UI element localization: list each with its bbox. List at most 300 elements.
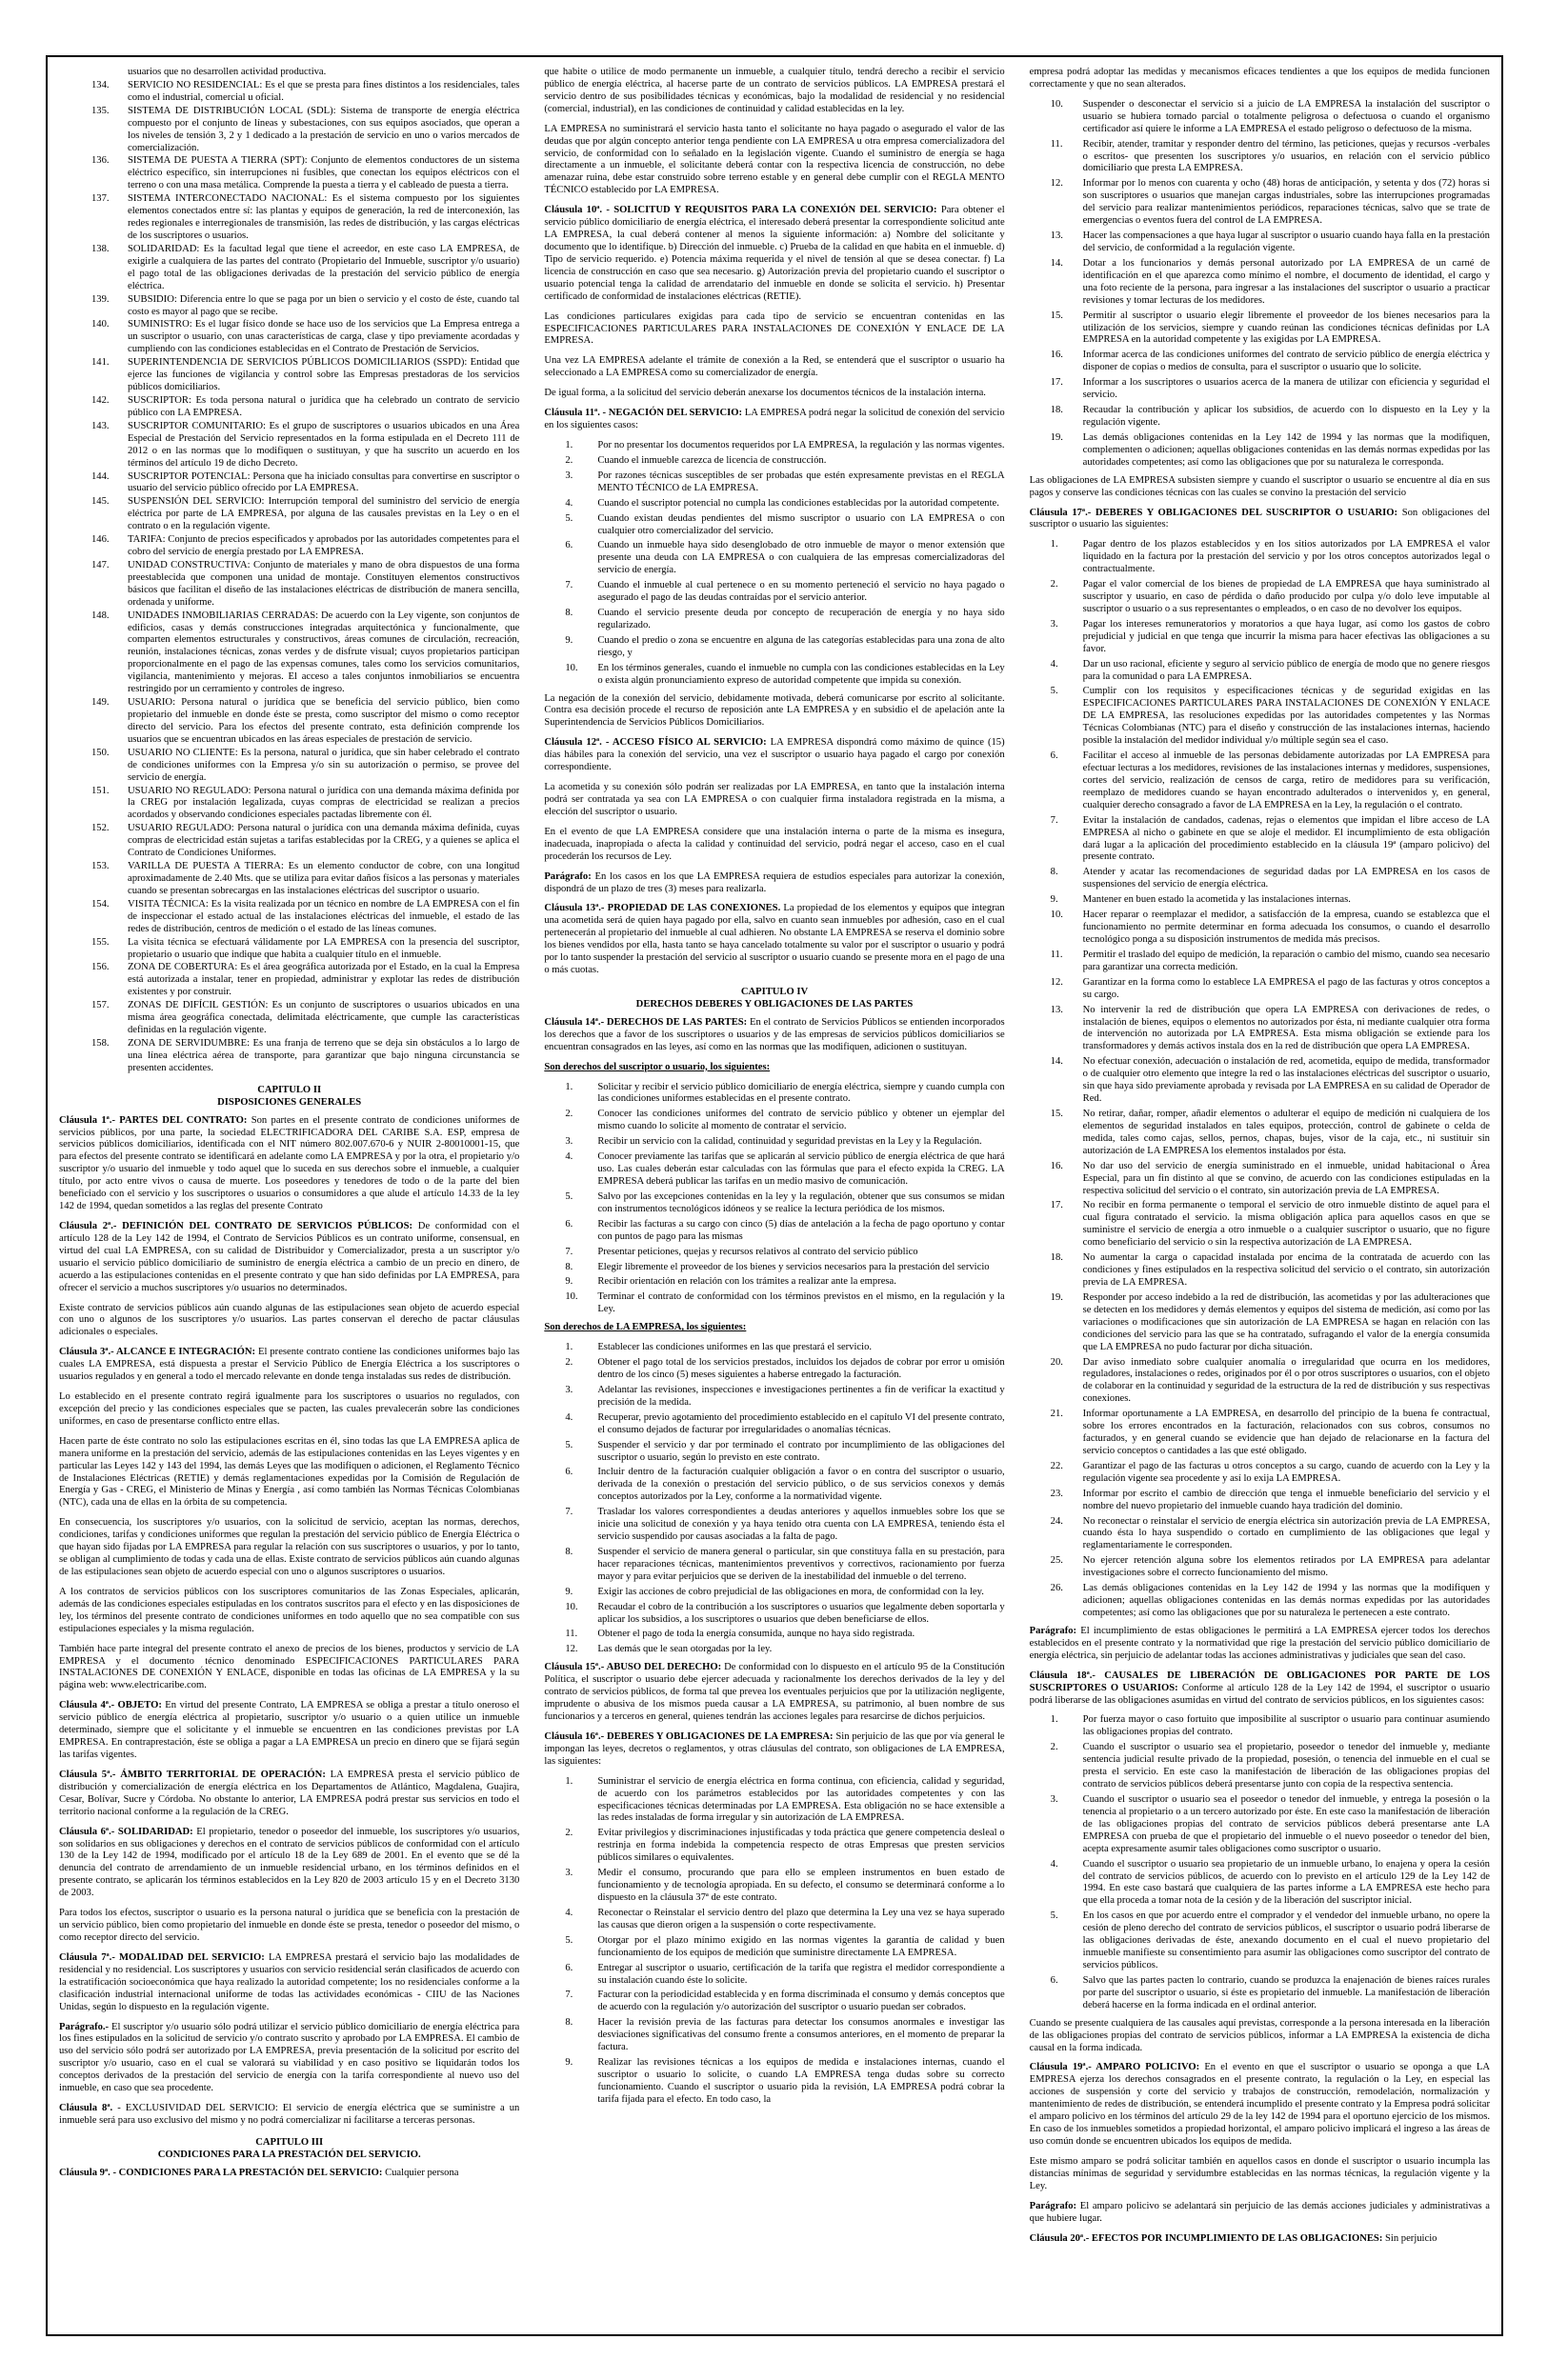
clause-20: Cláusula 20ª.- EFECTOS POR INCUMPLIMIENTO DE LAS OBLIGACIONES: Sin perjuicio bbox=[1029, 2232, 1437, 2244]
item-text: Entregar al suscriptor o usuario, certificación de la tarifa que registra el medidor correspondiente a su instalación cuando éste lo solicite. bbox=[597, 1962, 1005, 1986]
item-text: Suspender el servicio de manera general o particular, sin que constituya falla en su prestación, para hacer reparaciones técnicas, mantenimientos preventivos y correctivos, racionamiento por fuerza mayor y para evitar perjuicios que se deriven de la inestabilidad del inmueble o del terreno. bbox=[597, 1546, 1005, 1582]
item-text: Recibir las facturas a su cargo con cinco (5) días de antelación a la fecha de pago oportuno y contar con puntos de pago para las mismas bbox=[597, 1218, 1005, 1242]
clause-15: Cláusula 15ª.- ABUSO DEL DERECHO: De conformidad con lo dispuesto en el artículo 95 de la Constitución Política, el suscriptor o usuario debe ejercer adecuada y racionalmente los derechos derivados de la ley y del contrato de servicios públicos, de forma tal que prevea los eventuales perjuicios que por la utilización negligente, imprudente o abusiva de los mismos pueda causar a LA EMPRESA, su patrimonio, al buen nombre de sus funcionarios y a terceros en general, quienes tendrán las acciones legales para resarcirse de dichos perjuicios. bbox=[544, 1662, 1005, 1723]
item-number: 146. bbox=[91, 534, 110, 546]
paragraph: La acometida y su conexión sólo podrán ser realizadas por LA EMPRESA, en tanto que la instalación interna podrá ser contratada ya sea con LA EMPRESA o con cualquier firma instaladora registrada en la misma, a elección del suscriptor o usuario. bbox=[544, 782, 1005, 817]
item-text: No aumentar la carga o capacidad instalada por encima de la contratada de acuerdo con las condiciones y fines estipulados en la respectiva solicitud del servicio o el contrato, sin autorización previa de LA EMPRESA. bbox=[1082, 1252, 1490, 1288]
item-number: 7. bbox=[565, 1507, 573, 1518]
definition-item bbox=[59, 294, 519, 319]
list-item bbox=[544, 513, 1004, 538]
item-number: 5. bbox=[565, 1439, 573, 1450]
item-number: 6. bbox=[565, 1218, 573, 1230]
item-number: 13. bbox=[1050, 230, 1063, 242]
list-item bbox=[1030, 977, 1490, 1002]
list-item bbox=[544, 1868, 1004, 1905]
definition-item bbox=[59, 80, 519, 105]
item-number: 7. bbox=[565, 1990, 573, 2001]
item-text: Recuperar, previo agotamiento del procedimiento establecido en el capítulo VI del presente contrato, el consumo dejados de facturar por irregularidades o anomalías técnicas. bbox=[597, 1411, 1005, 1435]
list-item bbox=[544, 1547, 1004, 1584]
item-number: 8. bbox=[565, 608, 573, 619]
item-text: Las demás obligaciones contenidas en la Ley 142 de 1994 y las normas que la modifiquen, complementen o adicionen; aquellas obligaciones contenidas en las demás normas expedidas por las autoridades competentes; así como las obligaciones que por su naturaleza le corresponda. bbox=[1082, 431, 1490, 468]
clause-paragraph bbox=[59, 1644, 519, 1693]
item-text: Atender y acatar las recomendaciones de seguridad dadas por LA EMPRESA en los casos de suspensiones del servicio de energía eléctrica. bbox=[1082, 867, 1490, 890]
paragraph: que habite o utilice de modo permanente un inmueble, a cualquier título, tendrá derecho a recibir el servicio público de energía eléctrica, al hacerse parte de un contrato de servicios públicos. LA EMPRESA prestará el servicio dentro de sus posibilidades técnicas y económicas, bajo la modalidad de residencial y no residencial (comercial, industrial), en las condiciones de continuidad y calidad establecidas en la ley. bbox=[544, 67, 1005, 114]
item-number: 137. bbox=[91, 193, 110, 205]
clause-text: Hacen parte de éste contrato no solo las estipulaciones escritas en él, sino todas las que LA EMPRESA aplica de manera uniforme en la prestación del servicio, además de las estipulaciones contenidas en las Leyes vigentes y en particular las Leyes 142 y 143 del 1994, las demás Leyes que las modifiquen o adicionen, el Reglamento Técnico de Instalaciones Eléctricas (RETIE) y demás reglamentaciones expedidas por la Comisión de Regulación de Energía y Gas - CREG, el Ministerio de Minas y Energía , así como también las Normas Técnicas Colombianas (NTC), cada una de ellas en la órbita de su competencia. bbox=[59, 1435, 520, 1509]
item-number: 6. bbox=[565, 540, 573, 551]
item-number: 138. bbox=[91, 243, 110, 254]
definition-item bbox=[59, 1038, 519, 1075]
clause-11: Cláusula 11ª. - NEGACIÓN DEL SERVICIO: LA EMPRESA podrá negar la solicitud de conexión del servicio en los siguientes casos: bbox=[544, 408, 1005, 431]
definition-item bbox=[59, 899, 519, 936]
item-text: SOLIDARIDAD: Es la facultad legal que tiene el acreedor, en este caso LA EMPRESA, de exigirle a cualquiera de las partes del contrato (Propietario del Inmueble, suscriptor y/o usuario) el pago total de las obligaciones derivadas de la prestación del servicio público de energía eléctrica. bbox=[128, 243, 520, 291]
item-number: 9. bbox=[565, 634, 573, 646]
definition-item bbox=[59, 496, 519, 533]
item-number: 11. bbox=[565, 1629, 578, 1640]
item-number: 148. bbox=[91, 610, 110, 621]
item-number: 3. bbox=[565, 470, 573, 481]
company-obligations-continued bbox=[1030, 99, 1490, 470]
list-item bbox=[1030, 1714, 1490, 1739]
clause-text: LA EMPRESA presta el servicio público de distribución y comercialización de energía eléctrica en los Departamentos de Atlántico, Magdalena, Guajira, Cesar, Bolívar, Sucre y Córdoba. No obstante lo anterior, LA EMPRESA podrá prestar sus servicios en todo el territorio nacional conforme a la regulación de la CREG. bbox=[59, 1769, 520, 1817]
item-number: 3. bbox=[1050, 618, 1058, 630]
item-text: TARIFA: Conjunto de precios especificados y aprobados por las autoridades competentes para el cobro del servicio de energía prestado por LA EMPRESA. bbox=[128, 534, 520, 558]
definition-item bbox=[59, 610, 519, 696]
list-item bbox=[544, 1276, 1004, 1289]
item-number: 11. bbox=[1050, 138, 1063, 150]
item-text: SUMINISTRO: Es el lugar físico donde se hace uso de los servicios que La Empresa entrega a un suscriptor o usuario, con unas características de carga, clase y tipo previamente acordadas y cumpliendo con las condiciones establecidas en el Contrato de Prestación de Servicios. bbox=[128, 319, 520, 355]
paragraph: Las obligaciones de LA EMPRESA subsisten siempre y cuando el suscriptor o usuario se encuentre al día en sus pagos y conserve las condiciones técnicas con las cuales se convino la prestación del servicio bbox=[1029, 474, 1490, 498]
clause-heading: Cláusula 8ª. bbox=[59, 2103, 113, 2114]
item-number: 1. bbox=[1050, 1714, 1058, 1726]
list-item bbox=[1030, 750, 1490, 812]
item-text: En los términos generales, cuando el inmueble no cumpla con las condiciones establecidas en la Ley o exista algún pronunciamiento expreso de autoridad competente que impida su conexión. bbox=[597, 662, 1005, 686]
definition-item bbox=[59, 193, 519, 243]
item-text: Recibir, atender, tramitar y responder dentro del término, las peticiones, quejas y recursos -verbales o escritos- que presenten los suscriptores y/o usuarios, en relación con el servicio público domiciliario que presta LA EMPRESA. bbox=[1082, 138, 1490, 174]
item-number: 141. bbox=[91, 357, 110, 369]
item-text: SUBSIDIO: Diferencia entre lo que se paga por un bien o servicio y el costo de éste, cuando tal costo es mayor al pago que se recibe. bbox=[128, 293, 520, 317]
item-number: 10. bbox=[1050, 98, 1063, 110]
clause-12: Cláusula 12ª. - ACCESO FÍSICO AL SERVICIO: LA EMPRESA dispondrá como máximo de quince (15) días hábiles para la conexión del servicio, una vez el suscriptor o usuario haya pagado el cargo por conexión correspondiente. bbox=[544, 737, 1005, 773]
definition-item bbox=[59, 560, 519, 610]
definition-item bbox=[59, 357, 519, 394]
list-item bbox=[1030, 99, 1490, 136]
item-text: SISTEMA DE PUESTA A TIERRA (SPT): Conjunto de elementos conductores de un sistema eléctrico específico, sin interrupciones ni fusibles, que conectan los equipos eléctricos con el terreno o con una masa metálica. Comprende la puesta a tierra y el cableado de puesta a tierra. bbox=[128, 155, 520, 191]
columns bbox=[59, 67, 1490, 2325]
clause-16: Cláusula 16ª.- DEBERES Y OBLIGACIONES DE LA EMPRESA: Sin perjuicio de las que por vía general le impongan las leyes, decretos o reglamentos, y otras cláusulas del contrato, son obligaciones de LA EMPRESA, las siguientes: bbox=[544, 1730, 1005, 1767]
list-item bbox=[544, 608, 1004, 632]
clause-text: Son partes en el presente contrato de condiciones uniformes de servicios públicos, por una parte, la sociedad ELECTRIFICADORA DEL CARIBE S.A. ESP, empresa de servicios públicos domiciliarios, identificada con el NIT número 802.007.670-6 y NUIR 2-80010001-15, que para efectos del presente contrato se identificará en adelante como LA EMPRESA y por la otra, el propietario y/o suscriptor y/o usuario del inmueble y todo aquel que lo suceda en sus derechos sobre el inmueble, a cualquier título, por acto entre vivos o causa de muerte. Los poseedores y tenedores de todo o de la parte del bien beneficiado con el servicio y los suscriptores o usuarios o consumidores a que alude el artículo 14.33 de la ley 142 de 1994, quedan sometidos a las reglas del presente Contrato bbox=[59, 1114, 520, 1212]
item-number: 14. bbox=[1050, 257, 1063, 269]
list-item bbox=[1030, 1742, 1490, 1791]
item-number: 157. bbox=[91, 1000, 110, 1011]
item-text: SUPERINTENDENCIA DE SERVICIOS PÚBLICOS DOMICILIARIOS (SSPD): Entidad que ejerce las funciones de vigilancia y control sobre las Empresas prestadoras de los servicios públicos domiciliarios. bbox=[128, 357, 520, 393]
clause-paragraph bbox=[59, 1908, 519, 1945]
item-number: 4. bbox=[565, 1411, 573, 1423]
item-text: No dar uso del servicio de energía suministrado en el inmueble, unidad habitacional o Área Especial, para un fin distinto al que se convino, de acuerdo con las condiciones estipuladas en la respectiva solicitud del servicio o el contrato, sin autorización previa de LA EMPRESA. bbox=[1082, 1160, 1490, 1196]
list-item bbox=[544, 440, 1004, 452]
item-text: Obtener el pago total de los servicios prestados, incluidos los dejados de cobrar por error u omisión dentro de los cinco (5) meses siguientes a haberse entregado la facturación. bbox=[597, 1357, 1005, 1380]
list-item bbox=[544, 1412, 1004, 1437]
item-number: 135. bbox=[91, 105, 110, 116]
item-number: 152. bbox=[91, 823, 110, 834]
paragraph: LA EMPRESA no suministrará el servicio hasta tanto el solicitante no haya pagado o asegurado el valor de las deudas que por algún concepto anterior tenga pendiente con LA EMPRESA u otra empresa comercializadora del servicio, de conformidad con lo señalado en la legislación vigente. Cuando el suministro de energía se haga directamente a un inmueble, el solicitante deberá contar con la respectiva licencia de construcción, no debe amenazar ruina, debe estar construido sobre terreno estable y en general debe cumplir con el REGLA MENTO TÉCNICO establecido por LA EMPRESA. bbox=[544, 123, 1005, 196]
list-item bbox=[544, 1587, 1004, 1599]
item-text: Suspender el servicio y dar por terminado el contrato por incumplimiento de las obligaciones del suscriptor o usuario, según lo previsto en este contrato. bbox=[597, 1439, 1005, 1463]
clause-paragraph bbox=[59, 2022, 519, 2096]
list-item bbox=[544, 540, 1004, 577]
item-number: 147. bbox=[91, 559, 110, 570]
list-item bbox=[1030, 815, 1490, 865]
item-number: 156. bbox=[91, 962, 110, 973]
clause-paragraph bbox=[59, 1303, 519, 1340]
definition-item bbox=[59, 786, 519, 823]
list-item bbox=[1030, 579, 1490, 616]
item-text: Permitir al suscriptor o usuario elegir libremente el proveedor de los bienes necesarios para la utilización de los servicios, siempre y cuando reúnan las condiciones técnicas definidas por LA EMPRESA en la autoridad competente y las exigidas por LA EMPRESA. bbox=[1082, 310, 1490, 346]
list-item bbox=[1030, 230, 1490, 255]
clause-18: Cláusula 18ª.- CAUSALES DE LIBERACIÓN DE OBLIGACIONES POR PARTE DE LOS SUSCRIPTORES O USUARIOS: Conforme al artículo 128 de la Ley 142 de 1994, el suscriptor o usuario podrá liberarse de las obligaciones asumidas en virtud del contrato de servicios públicos, en los siguientes casos: bbox=[1029, 1670, 1490, 1706]
item-text: Informar oportunamente a LA EMPRESA, en desarrollo del principio de la buena fe contractual, sobre los errores encontrados en la facturación, relacionados con sus cobros, consumos no facturados, y en general cuando se evidencie que han dejado de relacionarse en la factura del servicio conceptos o cantidades a las que esté obligado. bbox=[1082, 1409, 1490, 1456]
list-item bbox=[1030, 1516, 1490, 1553]
item-text: Cuando el suscriptor o usuario sea propietario de un inmueble urbano, lo enajena y opera la cesión del contrato de servicios públicos, de acuerdo con lo previsto en el artículo 129 de la Ley 142 de 1994. En este caso bastará que cualquiera de las partes informe a LA EMPRESA este hecho para que ella proceda a tomar nota de la cesión y de la liberación del suscriptor inicial. bbox=[1082, 1858, 1490, 1907]
item-number: 3. bbox=[565, 1384, 573, 1395]
item-number: 4. bbox=[565, 1907, 573, 1918]
document-page bbox=[46, 55, 1503, 2336]
item-number: 1. bbox=[565, 1775, 573, 1787]
clause-9: Cláusula 9ª. - CONDICIONES PARA LA PRESTACIÓN DEL SERVICIO: Cualquier persona bbox=[59, 2167, 459, 2178]
item-number: 5. bbox=[565, 1190, 573, 1202]
list-item bbox=[544, 1357, 1004, 1382]
item-text: Garantizar en la forma como lo establece LA EMPRESA el pago de las facturas y otros conceptos a su cargo. bbox=[1082, 976, 1490, 1000]
item-text: SUSCRIPTOR: Es toda persona natural o jurídica que ha celebrado un contrato de servicio público con LA EMPRESA. bbox=[128, 394, 520, 418]
item-number: 4. bbox=[565, 1151, 573, 1163]
user-rights-list bbox=[544, 1082, 1004, 1317]
chapter-3-heading: CAPITULO III CONDICIONES PARA LA PRESTACIÓN DEL SERVICIO. bbox=[157, 2136, 421, 2160]
item-number: 2. bbox=[565, 1357, 573, 1369]
paragraph: Cuando se presente cualquiera de las causales aquí previstas, corresponde a la persona interesada en la liberación de las obligaciones propias del contrato de servicios públicos, informar a LA EMPRESA la existencia de dicha causal en la forma indicada. bbox=[1029, 2017, 1490, 2053]
item-text: ZONAS DE DIFÍCIL GESTIÓN: Es un conjunto de suscriptores o usuarios ubicados en una misma área geográfica conectada, delimitada eléctricamente, que cumple las características definidas en la regulación vigente. bbox=[128, 1000, 520, 1036]
item-number: 14. bbox=[1050, 1056, 1063, 1068]
clause-text: Para todos los efectos, suscriptor o usuario es la persona natural o jurídica que se beneficia con la prestación de un servicio público, bien como propietario del inmueble en donde éste se presta, tenedor o poseedor del mismo, o como receptor directo del servicio. bbox=[59, 1908, 520, 1943]
definition-item bbox=[59, 697, 519, 747]
item-text: Cuando el suscriptor potencial no cumpla las condiciones establecidas por la autoridad competente. bbox=[597, 497, 999, 509]
general-provisions bbox=[59, 1115, 519, 2128]
definition-item bbox=[59, 471, 519, 496]
item-text: Cuando el inmueble carezca de licencia de construcción. bbox=[597, 454, 827, 466]
clause-16-list bbox=[544, 1776, 1004, 2107]
list-item bbox=[544, 1136, 1004, 1149]
item-text: Salvo por las excepciones contenidas en la ley y la regulación, obtener que sus consumos se midan con instrumentos tecnológicos idóneos y se realice la lectura periódica de los mismos. bbox=[597, 1190, 1005, 1214]
item-number: 12. bbox=[1050, 976, 1063, 988]
paragraph: La negación de la conexión del servicio, debidamente motivada, deberá comunicarse por escrito al solicitante. Contra esa decisión procede el recurso de reposición ante LA EMPRESA y en subsidio el de apelación ante la Superintendencia de Servicios Públicos Domiciliarios. bbox=[544, 692, 1005, 729]
list-item bbox=[544, 498, 1004, 510]
paragraph: Las condiciones particulares exigidas para cada tipo de servicio se encuentran contenidas en las ESPECIFICACIONES PARTICULARES PARA INSTALACIONES DE CONEXIÓN Y ENLACE DE LA EMPRESA. bbox=[544, 310, 1005, 347]
list-item bbox=[544, 1109, 1004, 1133]
list-item bbox=[1030, 432, 1490, 470]
item-text: Salvo que las partes pacten lo contrario, cuando se produzca la enajenación de bienes raíces rurales por parte del suscriptor o usuario, si éste es propietario del inmueble. La manifestación de liberación deberá hacerse en la forma indicada en el ordinal anterior. bbox=[1082, 1974, 1490, 2010]
item-number: 9. bbox=[565, 1276, 573, 1288]
item-text: Cuando el predio o zona se encuentre en alguna de las categorías establecidas para una zona de alto riesgo, y bbox=[597, 634, 1005, 658]
list-item bbox=[544, 1247, 1004, 1259]
item-number: 13. bbox=[1050, 1004, 1063, 1015]
item-text: Pagar los intereses remuneratorios y moratorios a que haya lugar, así como los gastos de cobro prejudicial y judicial en que tenga que incurrir la misma para hacer efectivas las obligaciones a su favor. bbox=[1082, 618, 1490, 654]
list-item bbox=[544, 1219, 1004, 1244]
item-number: 7. bbox=[565, 580, 573, 591]
item-text: Recibir un servicio con la calidad, continuidad y seguridad previstas en la Ley y la Regulación. bbox=[597, 1136, 982, 1148]
item-number: 10. bbox=[565, 1601, 578, 1612]
list-item bbox=[544, 1262, 1004, 1274]
clause-heading: Cláusula 2ª.- DEFINICIÓN DEL CONTRATO DE SERVICIOS PÚBLICOS: bbox=[59, 1220, 413, 1231]
item-text: Permitir el traslado del equipo de medición, la reparación o cambio del mismo, cuando sea necesario para garantizar una correcta medición. bbox=[1082, 949, 1490, 972]
item-text: Solicitar y recibir el servicio público domiciliario de energía eléctrica, siempre y cuando cumpla con las condiciones uniformes establecidas en el presente contrato. bbox=[597, 1081, 1005, 1105]
item-number: 8. bbox=[565, 1261, 573, 1272]
item-number: 18. bbox=[1050, 1252, 1063, 1264]
definition-item bbox=[59, 67, 519, 79]
item-text: Pagar el valor comercial de los bienes de propiedad de LA EMPRESA que haya suministrado al suscriptor y usuario, en caso de pérdida o daño producido por culpa y/o dolo leve imputable al suscriptor o usuario o a sus representantes o empleados, o en caso de no devolver los equipos. bbox=[1082, 579, 1490, 614]
item-text: Suministrar el servicio de energía eléctrica en forma continua, con eficiencia, calidad y seguridad, de acuerdo con los parámetros establecidos por las autoridades competentes y con las especificaciones técnicas determinadas por LA EMPRESA. Esta obligación no se hace extensible a las redes instaladas de forma irregular y sin autorización de LA EMPRESA. bbox=[597, 1775, 1005, 1824]
clause-paragraph bbox=[59, 1700, 519, 1762]
item-number: 20. bbox=[1050, 1356, 1063, 1368]
item-number: 2. bbox=[565, 454, 573, 466]
subheading-user-rights: Son derechos del suscriptor o usuario, los siguientes: bbox=[544, 1061, 771, 1072]
item-number: 1. bbox=[1050, 539, 1058, 550]
clause-13: Cláusula 13ª.- PROPIEDAD DE LAS CONEXIONES. La propiedad de los elementos y equipos que integran una acometida será de quien haya pagado por ella, salvo en cuanto sean inmuebles por adhesión, caso en el cual pertenecerán al propietario del inmueble al cual adhieren. No obstante LA EMPRESA se reserva el dominio sobre los bienes vendidos por ella, hasta tanto se haya cancelado totalmente su valor por el suscriptor o usuario y podrá por lo tanto suspender la prestación del servicio al suscriptor o usuario cuando se presente mora en el pago de una o más cuotas. bbox=[544, 903, 1005, 976]
item-number: 10. bbox=[565, 662, 578, 673]
item-text: SERVICIO NO RESIDENCIAL: Es el que se presta para fines distintos a los residenciales, tales como el industrial, comercial u oficial. bbox=[128, 79, 520, 103]
item-number: 8. bbox=[565, 1546, 573, 1557]
item-number: 140. bbox=[91, 319, 110, 330]
item-text: Hacer la revisión previa de las facturas para detectar los consumos anormales e investigar las desviaciones significativas del consumo frente a consumos anteriores, en el momento de preparar la factura. bbox=[597, 2017, 1005, 2053]
column-1 bbox=[59, 67, 519, 2325]
list-item bbox=[1030, 1975, 1490, 2012]
item-text: Reconectar o Reinstalar el servicio dentro del plazo que determina la Ley una vez se haya superado las causas que dieron origen a la suspensión o corte respectivamente. bbox=[597, 1907, 1005, 1930]
item-number: 23. bbox=[1050, 1488, 1063, 1499]
clause-text: El suscriptor y/o usuario sólo podrá utilizar el servicio público domiciliario de energía eléctrica para los fines estipulados en la solicitud de servicio y/o contrato suscrito y aprobado por LA EMPRESA. El cambio de uso del servicio sólo podrá ser autorizado por LA EMPRESA, previa presentación de la solicitud por escrito del suscriptor y/o usuario, caso en el cual se valorará su viabilidad y en caso positivo se liquidarán todos los conceptos derivados de la prestación del servicio de energía con la tarifa correspondiente al nuevo uso del inmueble, en caso que sea procedente. bbox=[59, 2021, 520, 2094]
item-number: 6. bbox=[565, 1467, 573, 1478]
clause-10: Cláusula 10ª. - SOLICITUD Y REQUISITOS PARA LA CONEXIÓN DEL SERVICIO: Para obtener el servicio público domiciliario de energía eléctrica, el interesado deberá presentar la correspondiente solicitud ante LA EMPRESA, la cual deberá contener al menos la siguiente información: a) Nombre del solicitante y documento que lo identifique. b) Dirección del inmueble. c) Prueba de la calidad en que habita en el inmueble. d) Tipo de servicio requerido. e) Potencia máxima requerida y el nivel de tensión al que se desea conectar. f) La licencia de construcción en caso que sea necesario. g) Autorización previa del propietario cuando el suscriptor o usuario potencial tenga la calidad de arrendatario del inmueble en donde se solicita el servicio. h) Presentar certificado de conformidad de instalaciones eléctricas (RETIE). bbox=[544, 205, 1005, 302]
item-number: 158. bbox=[91, 1037, 110, 1049]
item-text: Terminar el contrato de conformidad con los términos previstos en el mismo, en la regulación y la Ley. bbox=[597, 1291, 1005, 1315]
item-text: Trasladar los valores correspondientes a deudas anteriores y aquellos inmuebles sobre los que se inicie una solicitud de conexión y ya haya tenido otra cuenta con LA EMPRESA, teniendo ésta el servicio suspendido por causas asociadas a la falta de pago. bbox=[597, 1507, 1005, 1543]
paragraph-note: Parágrafo: En los casos en los que LA EMPRESA requiera de estudios especiales para autorizar la conexión, dispondrá de un plazo de tres (3) meses para realizarla. bbox=[544, 870, 1005, 894]
list-item bbox=[1030, 686, 1490, 748]
item-text: Informar a los suscriptores o usuarios acerca de la manera de utilizar con eficiencia y seguridad el servicio. bbox=[1082, 377, 1490, 401]
list-item bbox=[1030, 619, 1490, 656]
item-number: 8. bbox=[1050, 867, 1058, 878]
item-number: 10. bbox=[1050, 910, 1063, 921]
item-number: 19. bbox=[1050, 1291, 1063, 1303]
item-text: Por no presentar los documentos requeridos por LA EMPRESA, la regulación y las normas vigentes. bbox=[597, 439, 1005, 450]
clause-11-list bbox=[544, 440, 1004, 688]
item-number: 134. bbox=[91, 79, 110, 90]
definition-item bbox=[59, 421, 519, 470]
item-number: 8. bbox=[565, 2017, 573, 2029]
item-text: Cuando el suscriptor o usuario sea el propietario, poseedor o tenedor del inmueble y, mediante sentencia judicial resulte privado de la propiedad, posesión, o tenencia del inmueble en el cual se presta el servicio. En este caso la manifestación de liberación de las obligaciones propias del contrato de servicios públicos deberá presentarse junto con copia de la respectiva sentencia. bbox=[1082, 1742, 1490, 1790]
item-number: 15. bbox=[1050, 1108, 1063, 1119]
item-text: ZONA DE COBERTURA: Es el área geográfica autorizada por el Estado, en la cual la Empresa está autorizada a instalar, tener en propiedad, administrar y explotar las redes de distribución existentes y por construir. bbox=[128, 962, 520, 998]
clause-text: El presente contrato contiene las condiciones uniformes bajo las cuales LA EMPRESA, está dispuesta a prestar el Servicio Público de Energía Eléctrica a los suscriptores o usuarios regulados y en general a todo el mercado relevante en donde tenga instaladas sus redes de distribución. bbox=[59, 1347, 520, 1383]
item-text: Suspender o desconectar el servicio si a juicio de LA EMPRESA la instalación del suscriptor o usuario se hubiera tornado parcial o totalmente peligrosa o defectuosa o cuando el organismo certificador así quiere le informe a LA EMPRESA el estado peligroso o defectuoso de la misma. bbox=[1082, 98, 1490, 134]
item-text: Las demás que le sean otorgadas por la ley. bbox=[597, 1644, 773, 1655]
clause-heading: Parágrafo.- bbox=[59, 2021, 110, 2032]
subheading-company-rights: Son derechos de LA EMPRESA, los siguientes: bbox=[544, 1322, 747, 1333]
item-number: 4. bbox=[1050, 1858, 1058, 1870]
list-item bbox=[1030, 1583, 1490, 1620]
list-item bbox=[1030, 1200, 1490, 1250]
list-item bbox=[1030, 950, 1490, 974]
item-text: Informar acerca de las condiciones uniformes del contrato de servicio público de energía eléctrica y disponer de copias o medios de consulta, para el suscriptor o usuario que lo solicite. bbox=[1082, 350, 1490, 373]
list-item bbox=[544, 1644, 1004, 1656]
list-item bbox=[544, 1828, 1004, 1865]
item-text: No recibir en forma permanente o temporal el servicio de otro inmueble distinto de aquel para el cual figura contratado el servicio. la misma obligación aplica para aquellos casos en que se suministre el servicio de energía a otro inmueble o a cualquier suscriptor o usuario, que no figure como beneficiario del servicio o sin la respectiva autorización de LA EMPRESA. bbox=[1082, 1200, 1490, 1249]
paragraph: En el evento de que LA EMPRESA considere que una instalación interna o parte de la misma es insegura, inadecuada, inapropiada o afecta la calidad y continuidad del servicio, podrá negar el acceso, caso en el cual procederán los recursos de Ley. bbox=[544, 826, 1005, 862]
item-number: 151. bbox=[91, 785, 110, 796]
clause-heading: Cláusula 5ª.- ÁMBITO TERRITORIAL DE OPERACIÓN: bbox=[59, 1769, 326, 1780]
item-text: USUARIO NO CLIENTE: Es la persona, natural o jurídica, que sin haber celebrado el contrato de condiciones uniformes con la Empresa y/o sin su autorización o permiso, se provee del servicio de energía. bbox=[128, 747, 520, 783]
paragraph-note: Parágrafo: El amparo policivo se adelantará sin perjuicio de las demás acciones judiciales y administrativas a que hubiere lugar. bbox=[1029, 2200, 1490, 2224]
item-number: 9. bbox=[565, 2057, 573, 2069]
item-number: 3. bbox=[565, 1868, 573, 1879]
list-item bbox=[544, 1776, 1004, 1826]
item-number: 149. bbox=[91, 697, 110, 709]
list-item bbox=[1030, 377, 1490, 402]
item-text: Cuando el suscriptor o usuario sea el poseedor o tenedor del inmueble, y entrega la posesión o la tenencia al propietario o a un tercero autorizado por éste. En este caso la manifestación de liberación de las obligaciones propias del contrato de servicios públicos deberá presentarse ante LA EMPRESA con prueba de que el propietario del inmueble o el nuevo poseedor o tenedor del bien, acepta expresamente asumir tales obligaciones como suscriptor o usuario. bbox=[1082, 1794, 1490, 1854]
item-number: 7. bbox=[565, 1246, 573, 1257]
item-text: Obtener el pago de toda la energía consumida, aunque no haya sido registrada. bbox=[597, 1629, 915, 1640]
list-item bbox=[1030, 1056, 1490, 1106]
definition-item bbox=[59, 937, 519, 962]
list-item bbox=[544, 1602, 1004, 1627]
item-text: Cumplir con los requisitos y especificaciones técnicas y de seguridad exigidas en las ESPECIFICACIONES PARTICULARES PARA INSTALACIONES DE CONEXIÓN Y ENLACE DE LA EMPRESA, las resoluciones expedidas por las autoridades competentes y las Normas Técnicas Colombianas (NTC) para el diseño y construcción de las instalaciones internas, haciendo posible la instalación del medidor individual y/o múltiple según sea el caso. bbox=[1082, 686, 1490, 747]
clause-heading: Cláusula 1ª.- PARTES DEL CONTRATO: bbox=[59, 1114, 248, 1126]
list-item bbox=[544, 1191, 1004, 1216]
item-number: 9. bbox=[565, 1586, 573, 1597]
list-item bbox=[544, 1291, 1004, 1316]
clause-heading: Cláusula 6ª.- SOLIDARIDAD: bbox=[59, 1826, 193, 1837]
list-item bbox=[1030, 867, 1490, 891]
definition-item bbox=[59, 962, 519, 999]
item-text: Dotar a los funcionarios y demás personal autorizado por LA EMPRESA de un carné de identificación en el que aparezca como mínimo el nombre, el documento de identidad, el cargo y una foto reciente de la persona, para ingresar a las instalaciones del suscriptor o usuario a practicar revisiones y tomar lecturas de los medidores. bbox=[1082, 257, 1490, 306]
definition-item bbox=[59, 748, 519, 785]
definitions-list bbox=[59, 67, 519, 1075]
item-text: Garantizar el pago de las facturas u otros conceptos a su cargo, cuando de acuerdo con la Ley y la regulación vigente sea procedente y así lo exija LA EMPRESA. bbox=[1082, 1460, 1490, 1484]
item-number: 6. bbox=[1050, 1974, 1058, 1986]
item-number: 6. bbox=[565, 1962, 573, 1973]
list-item bbox=[1030, 310, 1490, 348]
item-text: USUARIO: Persona natural o jurídica que se beneficia del servicio público, bien como propietario del inmueble en donde éste se presta, como suscriptor del mismo o como receptor directo del servicio. Para los efectos del presente contrato, esta definición comprende los usuarios que se encuentran ubicados en las áreas especiales de prestación de servicio. bbox=[128, 697, 520, 745]
item-number: 21. bbox=[1050, 1409, 1063, 1420]
clause-paragraph bbox=[59, 1517, 519, 1579]
item-text: Facturar con la periodicidad establecida y en forma discriminada el consumo y demás conceptos que de acuerdo con la regulación y/o autorización del suscriptor o usuario puedan ser cobrados. bbox=[597, 1990, 1005, 2013]
item-text: Cuando un inmueble haya sido desenglobado de otro inmueble de mayor o menor extensión que presente una deuda con LA EMPRESA o con cualquiera de las empresas comercializadoras del servicio de energía. bbox=[597, 540, 1005, 576]
list-item bbox=[544, 1151, 1004, 1189]
list-item bbox=[1030, 1555, 1490, 1580]
list-item bbox=[544, 1342, 1004, 1354]
list-item bbox=[1030, 1292, 1490, 1354]
clause-19: Cláusula 19ª.- AMPARO POLICIVO: En el evento en que el suscriptor o usuario se oponga a que LA EMPRESA ejerza los derechos consagrados en el presente contrato, la regulación o la Ley, en especial las acciones de suspensión y corte del servicio y trabajos de construcción, remodelación, normalización y mantenimiento de redes de distribución, se entenderá incumplido el presente contrato y la Empresa podrá solicitar el amparo policivo en los términos del artículo 29 de la ley 142 de 1994 para el oportuno ejercicio de los mismos. En caso de los inmuebles sometidos a propiedad horizontal, el amparo policivo implicará el ingreso a las áreas de uso común donde se encuentren ubicados los equipos de medida. bbox=[1029, 2062, 1490, 2147]
item-text: Informar por lo menos con cuarenta y ocho (48) horas de anticipación, y setenta y dos (72) horas si son suscriptores o usuarios que manejan cargas industriales, sobre las interrupciones programadas del servicio para realizar mantenimientos periódicos, reparaciones técnicas, salvo que se trate de emergencias o eventos fuera del control de LA EMPRESA. bbox=[1082, 178, 1490, 227]
list-item bbox=[544, 635, 1004, 660]
chapter-4-heading: CAPITULO IV DERECHOS DEBERES Y OBLIGACIONES DE LAS PARTES bbox=[635, 987, 914, 1010]
clause-paragraph bbox=[59, 1952, 519, 2014]
definition-item bbox=[59, 823, 519, 860]
item-number: 3. bbox=[565, 1136, 573, 1148]
list-item bbox=[544, 1507, 1004, 1544]
list-item bbox=[1030, 139, 1490, 176]
list-item bbox=[1030, 659, 1490, 684]
list-item bbox=[544, 455, 1004, 468]
clause-text: En consecuencia, los suscriptores y/o usuarios, con la solicitud de servicio, aceptan las normas, derechos, condiciones, tarifas y condiciones uniformes que regulan la prestación del servicio público de Energía Eléctrica o que hayan sido fijadas por LA EMPRESA para regular la relación con sus suscriptores o usuarios, y por lo tanto, se obligan al cumplimiento de todas y cada una de ellas. Existe contrato de servicios públicos aún cuando algunas de las estipulaciones sean objeto de acuerdo especial con uno o algunos suscriptores o usuarios. bbox=[59, 1517, 520, 1578]
item-text: Otorgar por el plazo mínimo exigido en las normas vigentes la garantía de calidad y buen funcionamiento de los equipos de medición que suministre directamente LA EMPRESA. bbox=[597, 1934, 1005, 1958]
item-text: Por fuerza mayor o caso fortuito que imposibilite al suscriptor o usuario para continuar asumiendo las obligaciones propias del contrato. bbox=[1082, 1714, 1490, 1738]
item-number: 22. bbox=[1050, 1460, 1063, 1471]
item-text: Pagar dentro de los plazos establecidos y en los sitios autorizados por LA EMPRESA el valor liquidado en la factura por la prestación del servicio y por los otros conceptos autorizados legal o contractualmente. bbox=[1082, 539, 1490, 575]
item-number: 25. bbox=[1050, 1555, 1063, 1567]
list-item bbox=[544, 663, 1004, 688]
list-item bbox=[1030, 1005, 1490, 1054]
item-text: No ejercer retención alguna sobre los elementos retirados por LA EMPRESA para adelantar investigaciones sobre el correcto funcionamiento del mismo. bbox=[1082, 1555, 1490, 1579]
list-item bbox=[1030, 350, 1490, 374]
company-rights-list bbox=[544, 1342, 1004, 1656]
list-item bbox=[1030, 539, 1490, 576]
item-text: SISTEMA INTERCONECTADO NACIONAL: Es el sistema compuesto por los siguientes elementos conectados entre sí: las plantas y equipos de generación, la red de interconexión, las redes regionales e interregionales de transmisión, las redes de distribución, y las cargas eléctricas de los suscriptores o usuarios. bbox=[128, 193, 520, 241]
item-text: Exigir las acciones de cobro prejudicial de las obligaciones en mora, de conformidad con la ley. bbox=[597, 1586, 984, 1597]
item-number: 9. bbox=[1050, 894, 1058, 906]
item-number: 4. bbox=[565, 497, 573, 509]
item-text: No reconectar o reinstalar el servicio de energía eléctrica sin autorización previa de LA EMPRESA, cuando ésta lo haya suspendido o cortado en cumplimiento de las obligaciones que legal y reglamentariamente le corresponden. bbox=[1082, 1515, 1490, 1551]
item-number: 19. bbox=[1050, 431, 1063, 443]
clause-paragraph bbox=[59, 1391, 519, 1429]
item-number: 2. bbox=[565, 1828, 573, 1839]
item-text: UNIDAD CONSTRUCTIVA: Conjunto de materiales y mano de obra dispuestos de una forma preestablecida que componen una unidad de montaje. Constituyen elementos constructivos básicos que facilitan el diseño de las instalaciones eléctricas de distribución de manera sencilla, ordenada y uniforme. bbox=[128, 559, 520, 608]
item-number: 18. bbox=[1050, 405, 1063, 416]
list-item bbox=[544, 1963, 1004, 1988]
item-number: 153. bbox=[91, 861, 110, 872]
list-item bbox=[1030, 178, 1490, 228]
clause-text: Existe contrato de servicios públicos aún cuando algunas de las estipulaciones sean objeto de acuerdo especial con uno o algunos de los suscriptores y/o usuarios. Las partes conservan el derecho de pactar cláusulas adicionales o especiales. bbox=[59, 1302, 520, 1338]
item-text: VISITA TÉCNICA: Es la visita realizada por un técnico en nombre de LA EMPRESA con el fin de inspeccionar el estado actual de las instalaciones eléctricas del inmueble, el estado de las redes de distribución, centros de medición o el estado de las líneas comunes. bbox=[128, 898, 520, 934]
paragraph: De igual forma, a la solicitud del servicio deberán anexarse los documentos técnicos de la instalación interna. bbox=[544, 388, 986, 399]
item-number: 5. bbox=[565, 512, 573, 524]
list-item bbox=[1030, 1357, 1490, 1407]
list-item bbox=[1030, 1409, 1490, 1458]
item-text: Recibir orientación en relación con los trámites a realizar ante la empresa. bbox=[597, 1276, 896, 1288]
item-text: Hacer reparar o reemplazar el medidor, a satisfacción de la empresa, cuando se establezca que el funcionamiento no permite determinar en forma adecuada los consumos, o cuando el desarrollo tecnológico ponga a su disposición instrumentos de medida más precisos. bbox=[1082, 910, 1490, 945]
clause-paragraph bbox=[59, 1436, 519, 1510]
item-text: Medir el consumo, procurando que para ello se empleen instrumentos en buen estado de funcionamiento y de tecnología apropiada. En su defecto, el consumo se determinará conforme a lo dispuesto en la cláusula 37ª de este contrato. bbox=[597, 1868, 1005, 1903]
item-number: 6. bbox=[1050, 750, 1058, 762]
item-number: 1. bbox=[565, 1081, 573, 1092]
item-number: 3. bbox=[1050, 1794, 1058, 1805]
list-item bbox=[1030, 1109, 1490, 1158]
item-number: 154. bbox=[91, 898, 110, 910]
list-item bbox=[544, 1990, 1004, 2014]
definition-item bbox=[59, 319, 519, 356]
clause-text: El propietario, tenedor o poseedor del inmueble, los suscriptores y/o usuarios, son solidarios en sus obligaciones y derechos en el contrato de servicios públicos de conformidad con el artículo 130 de la Ley 142 de 1994, modificado por el artículo 18 de la Ley 689 de 2001. En el evento que se dé la denuncia del contrato de arrendamiento de un inmueble residencial urbano, en los términos definidos en el presente contrato, se aplicarán los términos establecidos en la Ley 820 de 2003 artículo 15 y en el Decreto 3130 de 2003. bbox=[59, 1826, 520, 1899]
definition-item bbox=[59, 1000, 519, 1037]
list-item bbox=[1030, 1794, 1490, 1856]
definition-item bbox=[59, 106, 519, 155]
column-2 bbox=[544, 67, 1004, 2325]
item-text: Conocer previamente las tarifas que se aplicarán al servicio público de energía eléctrica de que hará uso. Las cuales deberán estar calculadas con las fórmulas que para el efecto expida la CREG. LA EMPRESA deberá publicar las tarifas en un medio masivo de comunicación. bbox=[597, 1151, 1005, 1187]
list-item bbox=[544, 580, 1004, 605]
item-number: 1. bbox=[565, 1342, 573, 1353]
item-number: 143. bbox=[91, 420, 110, 431]
item-text: La visita técnica se efectuará válidamente por LA EMPRESA con la presencia del suscriptor, propietario o usuario que indique que habita a cualquier título en el inmueble. bbox=[128, 936, 520, 960]
clause-paragraph bbox=[59, 1115, 519, 1213]
item-number: 26. bbox=[1050, 1583, 1063, 1594]
item-number: 10. bbox=[565, 1291, 578, 1303]
